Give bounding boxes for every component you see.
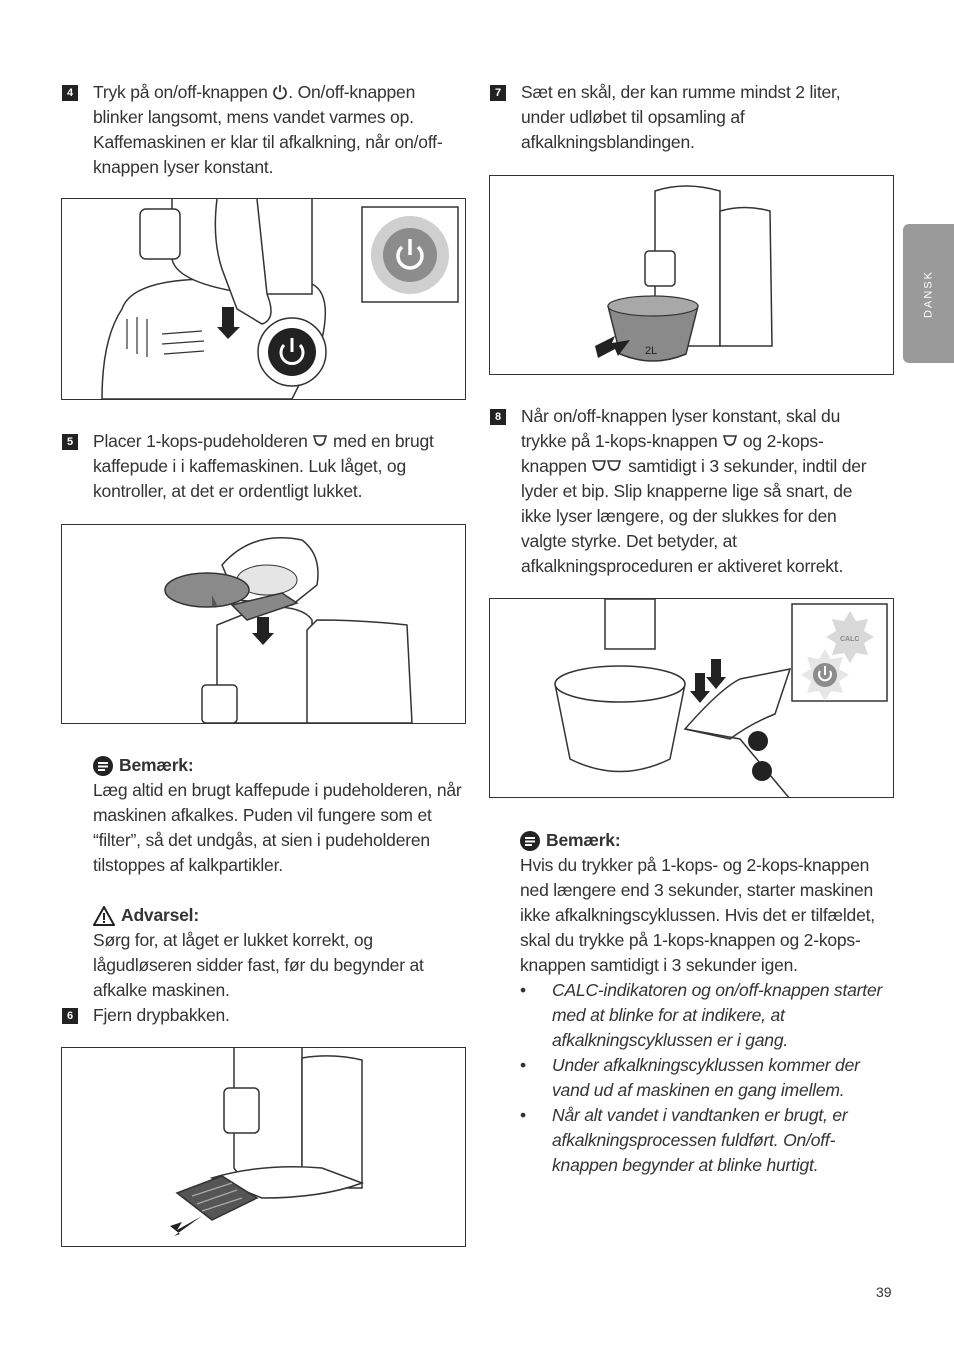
- list-item: • Når alt vandet i vandtanken er brugt, er afkalkningsprocessen fuldført. On/off-knappen begynder at blinke hurtigt.: [520, 1103, 898, 1178]
- note-1-heading: Bemærk:: [119, 755, 194, 775]
- figure-power-button: [61, 198, 466, 400]
- note-2-bullets: [520, 978, 898, 1178]
- warning-heading: Advarsel:: [121, 905, 199, 925]
- note-icon: [93, 756, 113, 776]
- step-number: 4: [62, 85, 78, 101]
- step-number: 6: [62, 1008, 78, 1024]
- illustration-insert-pod: [62, 525, 465, 723]
- language-tab: [903, 224, 954, 363]
- calc-indicator-label: CALC: [840, 636, 860, 643]
- illustration-place-bowl: [490, 176, 893, 374]
- note-2: [520, 828, 898, 1178]
- list-item: • CALC-indikatoren og on/off-knappen starter med at blinke for at indikere, at afkalkningscyklussen er i gang.: [520, 978, 898, 1053]
- step-number: 8: [490, 409, 506, 425]
- one-cup-icon: [722, 433, 738, 449]
- step-number: 5: [62, 434, 78, 450]
- note-icon: [520, 831, 540, 851]
- bowl-volume-label: 2L: [645, 345, 658, 357]
- figure-drip-tray: [61, 1047, 466, 1247]
- list-item: • Under afkalkningscyklussen kommer der vand ud af maskinen en gang imellem.: [520, 1053, 898, 1103]
- warning: [93, 903, 463, 1003]
- step-5: 5 Placer 1-kops-pudeholderen med en brugt kaffepude i i kaffemaskinen. Luk låget, og kontroller, at det er ordentligt lukket.: [62, 429, 462, 504]
- warning-icon: [93, 906, 115, 926]
- step-6: 6 Fjern drypbakken.: [62, 1003, 462, 1028]
- warning-text: Sørg for, at låget er lukket korrekt, og lågudløseren sidder fast, før du begynder at afkalke maskinen.: [93, 930, 424, 1000]
- figure-pod-holder: [61, 524, 466, 724]
- note-2-heading: Bemærk:: [546, 830, 621, 850]
- step-8: 8 Når on/off-knappen lyser konstant, skal du trykke på 1-kops-knappen og 2-kops-knappen samtidigt i 3 sekunder, indtil der lyder et bip. Slip knapperne lige så snart, de ikke lyser længere, og der slukkes for den valgte styrke. Det betyder, at afkalkningsproceduren er aktiveret korrekt.: [490, 404, 870, 579]
- step-7: 7 Sæt en skål, der kan rumme mindst 2 liter, under udløbet til opsamling af afkalkningsblandingen.: [490, 80, 870, 155]
- language-tab-label: DANSK: [922, 269, 934, 318]
- power-icon: [272, 84, 288, 100]
- one-cup-icon: [312, 433, 328, 449]
- page-number: 39: [876, 1284, 892, 1300]
- note-1: [93, 753, 463, 878]
- figure-calc-buttons: [489, 598, 894, 798]
- two-cup-icon: [591, 458, 623, 474]
- note-2-text: Hvis du trykker på 1-kops- og 2-kops-knappen ned længere end 3 sekunder, starter maskinen ikke afkalkningscyklussen. Hvis det er tilfældet, skal du trykke på 1-kops-knappen og 2-kops-knappen samtidigt i 3 sekunder igen.: [520, 855, 875, 975]
- step-4: 4 Tryk på on/off-knappen . On/off-knappen blinker langsomt, mens vandet varmes op. Kaffemaskinen er klar til afkalkning, når on/off-knappen lyser konstant.: [62, 80, 462, 180]
- illustration-press-power: [62, 199, 465, 399]
- illustration-remove-drip-tray: [62, 1048, 465, 1246]
- step-number: 7: [490, 85, 506, 101]
- note-1-text: Læg altid en brugt kaffepude i pudeholderen, når maskinen afkalkes. Puden vil fungere som et “filter”, så det undgås, at sien i pudeholderen tilstoppes af kalkpartikler.: [93, 780, 462, 875]
- illustration-press-cup-buttons: [490, 599, 893, 797]
- figure-bowl: [489, 175, 894, 375]
